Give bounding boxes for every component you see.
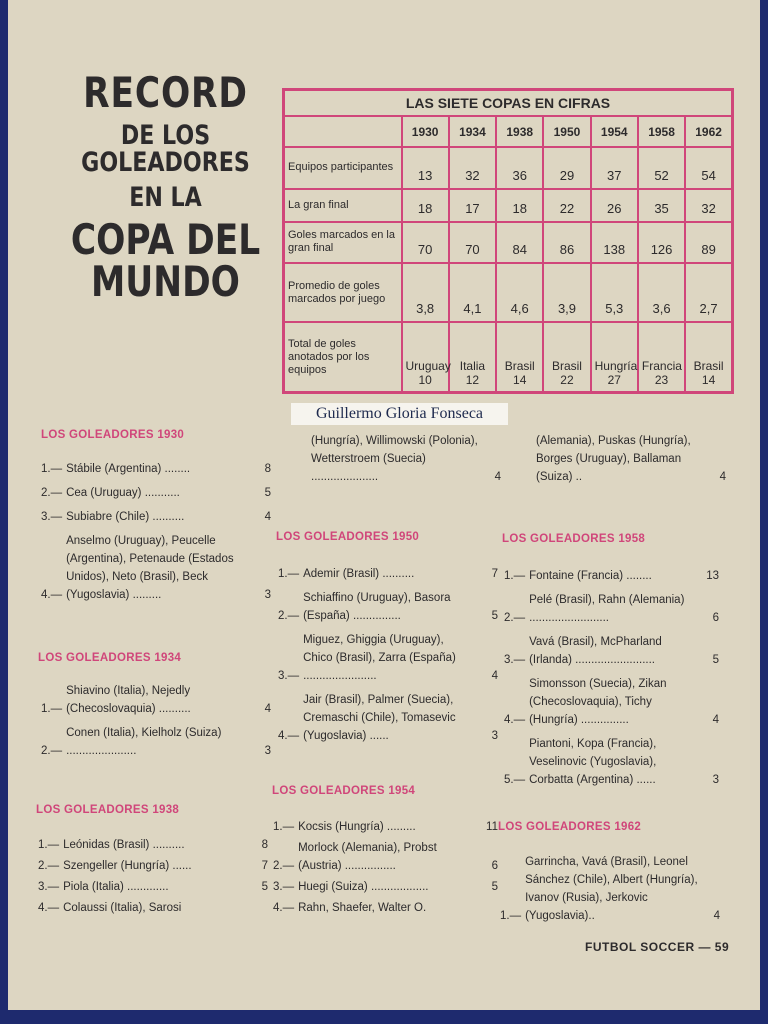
list-item xyxy=(41,508,271,526)
page-footer: FUTBOL SOCCER — 59 xyxy=(585,940,730,954)
row-label: Promedio de goles marcados por juego xyxy=(284,263,402,322)
table-cell: 26 xyxy=(591,189,638,222)
goals-value: 13 xyxy=(706,570,719,582)
scorers-list-1958 xyxy=(504,567,719,795)
scorer-text: Kocsis (Hungría) ......... xyxy=(298,821,416,833)
list-item xyxy=(41,484,271,502)
scorers-list-1962 xyxy=(500,853,720,931)
list-item xyxy=(504,633,719,669)
goals-value: 5 xyxy=(491,881,498,893)
rank: 4.— xyxy=(504,714,526,726)
team-name: Brasil xyxy=(504,359,535,373)
list-item xyxy=(500,853,720,925)
list-item xyxy=(273,818,498,836)
rank: 4.— xyxy=(273,902,295,914)
list-item xyxy=(311,432,501,486)
rank: 3.— xyxy=(38,881,60,893)
scorer-text: Garrincha, Vavá (Brasil), Leonel Sánchez (Chile), Albert (Hungría), Ivanov (Rusia), Jerkovic (Yugoslavia).. xyxy=(525,856,698,922)
list-item xyxy=(38,836,268,854)
goals-value: 7 xyxy=(261,860,268,872)
section-heading-1934: LOS GOLEADORES 1934 xyxy=(38,652,182,664)
rank: 3.— xyxy=(278,670,300,682)
scorers-list-1954 xyxy=(273,818,498,920)
title-line-3: EN LA xyxy=(129,182,202,213)
section-heading-1938: LOS GOLEADORES 1938 xyxy=(36,804,180,816)
table-row xyxy=(284,189,733,222)
year-header: 1958 xyxy=(638,116,685,147)
goals-value: 4 xyxy=(719,471,726,483)
title-line-2: DE LOS GOLEADORES xyxy=(81,120,250,178)
scorer-text: (Alemania), Puskas (Hungría), Borges (Uruguay), Ballaman (Suiza) .. xyxy=(536,435,691,483)
scorer-text: Fontaine (Francia) ........ xyxy=(529,570,652,582)
table-cell: 138 xyxy=(591,222,638,264)
goals-value: 4 xyxy=(264,703,271,715)
section-heading-1962: LOS GOLEADORES 1962 xyxy=(498,821,642,833)
table-cell: 4,6 xyxy=(496,263,543,322)
rank: 3.— xyxy=(504,654,526,666)
page-title xyxy=(61,68,270,306)
row-label: Total de goles anotados por los equipos xyxy=(284,322,402,392)
title-line-4: COPA DEL MUNDO xyxy=(70,215,261,306)
list-item xyxy=(504,591,719,627)
table-cell: 89 xyxy=(685,222,732,264)
scorer-text: Schiaffino (Uruguay), Basora (España) ............... xyxy=(303,592,451,622)
scorers-list-1934 xyxy=(41,682,271,766)
table-cell: 18 xyxy=(402,189,449,222)
rank: 4.— xyxy=(278,730,300,742)
section-heading-1958: LOS GOLEADORES 1958 xyxy=(502,533,646,545)
team-goals: 23 xyxy=(654,373,669,387)
table-cell: 22 xyxy=(543,189,590,222)
goals-value: 4 xyxy=(712,714,719,726)
team-goals: 22 xyxy=(560,373,574,387)
list-item xyxy=(41,532,271,604)
list-item xyxy=(278,589,498,625)
table-cell: 70 xyxy=(449,222,496,264)
team-cell xyxy=(638,322,685,392)
year-header: 1934 xyxy=(449,116,496,147)
scorer-text: Jair (Brasil), Palmer (Suecia), Cremaschi (Chile), Tomasevic (Yugoslavia) ...... xyxy=(303,694,456,742)
scorer-text: Conen (Italia), Kielholz (Suiza) ...................... xyxy=(66,727,222,757)
rank: 5.— xyxy=(504,774,526,786)
rank: 3.— xyxy=(41,511,63,523)
table-cell: 54 xyxy=(685,147,732,189)
rank: 2.— xyxy=(38,860,60,872)
goals-value: 11 xyxy=(486,821,498,833)
table-cell: 3,6 xyxy=(638,263,685,322)
team-cell xyxy=(496,322,543,392)
list-item xyxy=(273,878,498,896)
list-item xyxy=(38,857,268,875)
list-item xyxy=(278,691,498,745)
scorer-text: Simonsson (Suecia), Zikan (Checoslovaquia), Tichy (Hungría) ............... xyxy=(529,678,667,726)
table-cell: 35 xyxy=(638,189,685,222)
rank: 1.— xyxy=(278,568,300,580)
goals-value: 3 xyxy=(712,774,719,786)
list-item xyxy=(38,878,268,896)
goals-value: 5 xyxy=(261,881,268,893)
rank: 2.— xyxy=(504,612,526,624)
goals-value: 5 xyxy=(264,487,271,499)
table-cell: 29 xyxy=(543,147,590,189)
team-goals: 10 xyxy=(418,373,432,387)
table-cell: 3,8 xyxy=(402,263,449,322)
table-row xyxy=(284,222,733,264)
scorer-text: Anselmo (Uruguay), Peucelle (Argentina), Petenaude (Estados Unidos), Neto (Brasil), Beck (Yugoslavia) ......... xyxy=(66,535,234,601)
scorer-text: (Hungría), Willimowski (Polonia), Wetterstroem (Suecia) ..................... xyxy=(311,435,478,483)
rank: 2.— xyxy=(273,860,295,872)
scorer-text: Shiavino (Italia), Nejedly (Checoslovaquia) .......... xyxy=(66,685,191,715)
list-item xyxy=(278,631,498,685)
table-row xyxy=(284,147,733,189)
list-item xyxy=(41,682,271,718)
goals-value: 3 xyxy=(264,589,271,601)
scorer-text: Piantoni, Kopa (Francia), Veselinovic (Yugoslavia), Corbatta (Argentina) ...... xyxy=(529,738,657,786)
scorers-list-1954-continued xyxy=(536,432,726,492)
goals-value: 4 xyxy=(713,910,720,922)
table-cell: 32 xyxy=(449,147,496,189)
credit-label: Guillermo Gloria Fonseca xyxy=(291,403,508,425)
table-cell: 52 xyxy=(638,147,685,189)
section-heading-1954: LOS GOLEADORES 1954 xyxy=(272,785,416,797)
list-item xyxy=(504,735,719,789)
scorer-text: Subiabre (Chile) .......... xyxy=(66,511,185,523)
year-header: 1962 xyxy=(685,116,732,147)
rank: 1.— xyxy=(273,821,295,833)
goals-value: 5 xyxy=(712,654,719,666)
goals-value: 4 xyxy=(264,511,271,523)
scorer-text: Stábile (Argentina) ........ xyxy=(66,463,191,475)
rank: 4.— xyxy=(41,589,63,601)
list-item xyxy=(38,899,268,917)
team-cell xyxy=(591,322,638,392)
goals-value: 3 xyxy=(491,730,498,742)
table-cell: 18 xyxy=(496,189,543,222)
year-header: 1954 xyxy=(591,116,638,147)
goals-value: 5 xyxy=(491,610,498,622)
table-cell: 3,9 xyxy=(543,263,590,322)
list-item xyxy=(504,567,719,585)
list-item xyxy=(278,565,498,583)
goals-value: 8 xyxy=(264,463,271,475)
scorer-text: Colaussi (Italia), Sarosi xyxy=(63,902,182,914)
scorer-text: Huegi (Suiza) .................. xyxy=(298,881,429,893)
team-name: Uruguay xyxy=(405,359,451,373)
rank: 1.— xyxy=(38,839,60,851)
goals-value: 6 xyxy=(491,860,498,872)
team-goals: 14 xyxy=(513,373,527,387)
team-name: Francia xyxy=(641,359,682,373)
scorer-text: Szengeller (Hungría) ...... xyxy=(63,860,192,872)
table-corner-cell xyxy=(284,116,402,147)
goals-value: 4 xyxy=(491,670,498,682)
scorer-text: Ademir (Brasil) .......... xyxy=(303,568,415,580)
rank: 1.— xyxy=(41,703,63,715)
rank: 2.— xyxy=(41,487,63,499)
table-row xyxy=(284,322,733,392)
team-cell xyxy=(543,322,590,392)
scorer-text: Miguez, Ghiggia (Uruguay), Chico (Brasil), Zarra (España) ....................... xyxy=(303,634,456,682)
goals-value: 7 xyxy=(491,568,498,580)
rank: 3.— xyxy=(273,881,295,893)
team-name: Hungría xyxy=(594,359,638,373)
scorer-text: Morlock (Alemania), Probst (Austria) ................ xyxy=(298,842,437,872)
team-goals: 27 xyxy=(607,373,621,387)
scorer-text: Leónidas (Brasil) .......... xyxy=(63,839,185,851)
scorer-text: Piola (Italia) ............. xyxy=(63,881,169,893)
table-cell: 37 xyxy=(591,147,638,189)
year-header: 1950 xyxy=(543,116,590,147)
team-cell xyxy=(449,322,496,392)
list-item xyxy=(536,432,726,486)
row-label: La gran final xyxy=(284,189,402,222)
scorer-text: Rahn, Shaefer, Walter O. xyxy=(298,902,427,914)
list-item xyxy=(41,460,271,478)
table-row xyxy=(284,263,733,322)
section-heading-1930: LOS GOLEADORES 1930 xyxy=(41,429,185,441)
table-cell: 17 xyxy=(449,189,496,222)
rank: 1.— xyxy=(41,463,63,475)
section-heading-1950: LOS GOLEADORES 1950 xyxy=(276,531,420,543)
team-name: Brasil xyxy=(693,359,724,373)
table-cell: 2,7 xyxy=(685,263,732,322)
table-cell: 126 xyxy=(638,222,685,264)
table-cell: 13 xyxy=(402,147,449,189)
scorers-list-1938 xyxy=(38,836,268,920)
table-caption: LAS SIETE COPAS EN CIFRAS xyxy=(284,90,733,117)
row-label: Goles marcados en la gran final xyxy=(284,222,402,264)
goals-value: 4 xyxy=(494,471,501,483)
table-cell: 84 xyxy=(496,222,543,264)
scorers-list-1938-continued xyxy=(311,432,501,492)
rank: 2.— xyxy=(41,745,63,757)
year-header: 1930 xyxy=(402,116,449,147)
scorer-text: Cea (Uruguay) ........... xyxy=(66,487,180,499)
magazine-page xyxy=(8,0,760,1010)
table-cell: 70 xyxy=(402,222,449,264)
scorer-text: Pelé (Brasil), Rahn (Alemania) ......................... xyxy=(529,594,685,624)
team-cell xyxy=(685,322,732,392)
list-item xyxy=(273,899,498,917)
team-goals: 14 xyxy=(701,373,716,387)
team-name: Brasil xyxy=(551,359,582,373)
list-item xyxy=(41,724,271,760)
team-cell xyxy=(402,322,449,392)
goals-value: 3 xyxy=(264,745,271,757)
table-cell: 36 xyxy=(496,147,543,189)
team-name: Italia xyxy=(459,359,486,373)
rank: 4.— xyxy=(38,902,60,914)
goals-value: 8 xyxy=(261,839,268,851)
rank: 1.— xyxy=(500,910,522,922)
title-line-1: RECORD xyxy=(83,68,248,117)
stats-table xyxy=(282,88,734,394)
rank: 2.— xyxy=(278,610,300,622)
table-cell: 32 xyxy=(685,189,732,222)
scorer-text: Vavá (Brasil), McPharland (Irlanda) ......................... xyxy=(529,636,662,666)
team-goals: 12 xyxy=(465,373,480,387)
scorers-list-1930 xyxy=(41,460,271,610)
list-item xyxy=(504,675,719,729)
table-cell: 5,3 xyxy=(591,263,638,322)
scorers-list-1950 xyxy=(278,565,498,751)
rank: 1.— xyxy=(504,570,526,582)
table-cell: 4,1 xyxy=(449,263,496,322)
table-cell: 86 xyxy=(543,222,590,264)
list-item xyxy=(273,839,498,875)
year-header: 1938 xyxy=(496,116,543,147)
goals-value: 6 xyxy=(712,612,719,624)
row-label: Equipos participantes xyxy=(284,147,402,189)
